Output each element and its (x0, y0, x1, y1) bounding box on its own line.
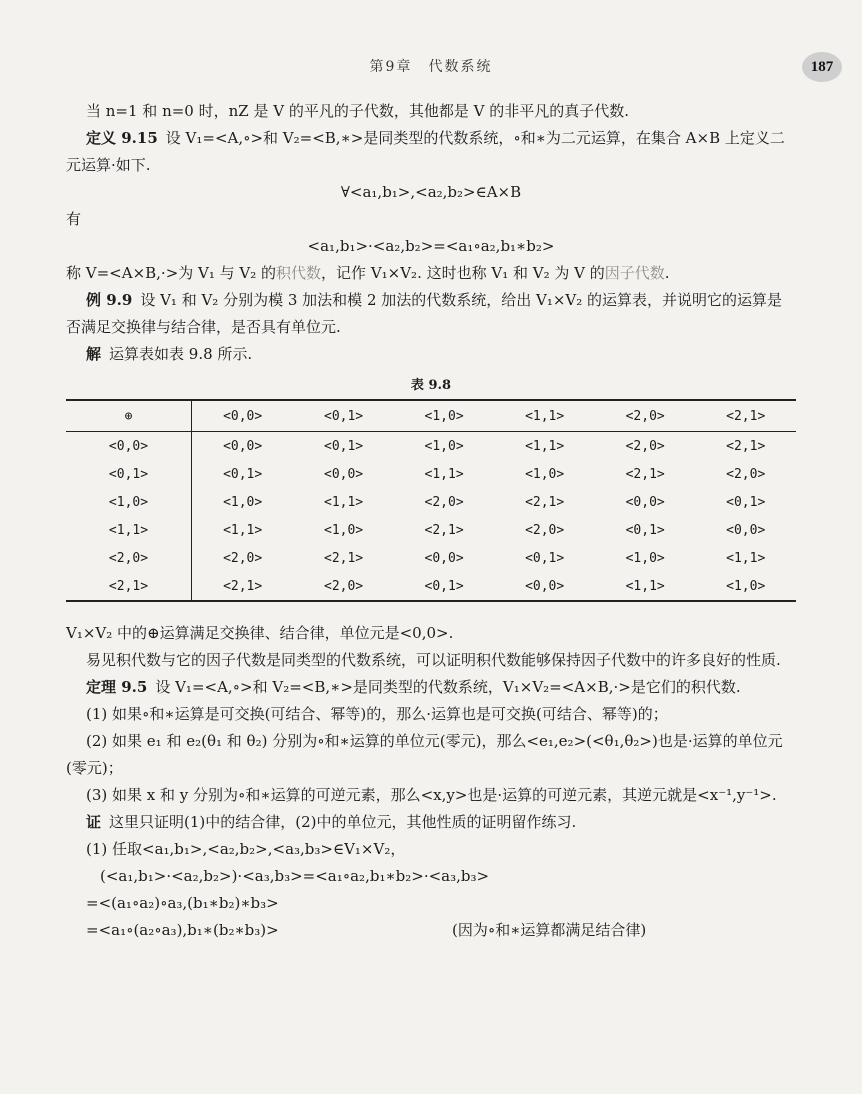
table-cell: <1,1> (726, 550, 766, 566)
table-row (66, 516, 796, 544)
definition-formula-2: <a₁,b₁>·<a₂,b₂>=<a₁∘a₂,b₁∗b₂> (307, 237, 555, 255)
example-label: 例 9.9 (86, 291, 133, 309)
table-cell: <2,1> (223, 578, 263, 594)
definition-have: 有 (66, 210, 82, 228)
page-body (66, 98, 796, 944)
table-cell: <2,0> (223, 550, 263, 566)
column-header: <0,1> (324, 408, 364, 424)
column-header: <1,1> (525, 408, 565, 424)
table-cell: <0,1> (223, 466, 263, 482)
table-cell: <0,1> (424, 578, 464, 594)
naming-part-2: ，记作 V₁×V₂. 这时也称 V₁ 和 V₂ 为 V 的 (321, 264, 605, 282)
theorem-item-2: (2) 如果 e₁ 和 e₂(θ₁ 和 θ₂) 分别为∘和∗运算的单位元(零元)，那么<e₁,e₂>(<θ₁,θ₂>)也是·运算的单位元(零元)； (66, 732, 783, 777)
proof-equation-1: (<a₁,b₁>·<a₂,b₂>)·<a₃,b₃>=<a₁∘a₂,b₁∗b₂>·<a₃,b₃> (100, 867, 490, 885)
naming-end: . (664, 264, 670, 282)
table-cell: <2,1> (525, 494, 565, 510)
row-header: <0,0> (66, 432, 192, 461)
table-cell: <1,1> (223, 522, 263, 538)
table-cell: <1,0> (625, 550, 665, 566)
intro-paragraph: 当 n=1 和 n=0 时，nZ 是 V 的平凡的子代数，其他都是 V 的非平凡的真子代数. (86, 102, 629, 120)
definition-label: 定义 9.15 (86, 129, 158, 147)
observation-paragraph: 易见积代数与它的因子代数是同类型的代数系统，可以证明积代数能够保持因子代数中的许多良好的性质. (86, 651, 781, 669)
solution-text: 运算表如表 9.8 所示. (109, 345, 253, 363)
theorem-item-1: (1) 如果∘和∗运算是可交换(可结合、幂等)的，那么·运算也是可交换(可结合、幂等)的； (86, 705, 668, 723)
table-caption: 表 9.8 (410, 378, 452, 393)
term-factor-algebra: 因子代数 (604, 264, 665, 282)
theorem-item-3: (3) 如果 x 和 y 分别为∘和∗运算的可逆元素，那么<x,y>也是·运算的可逆元素，其逆元就是<x⁻¹,y⁻¹>. (86, 786, 777, 804)
table-cell: <0,0> (525, 578, 565, 594)
row-header: <0,1> (66, 460, 192, 488)
table-cell: <1,0> (324, 522, 364, 538)
table-cell: <1,0> (726, 578, 766, 594)
column-header: <2,1> (726, 408, 766, 424)
example-paragraph (66, 287, 796, 341)
table-cell: <0,0> (424, 550, 464, 566)
row-header: <2,0> (66, 544, 192, 572)
table-body (66, 432, 796, 602)
proof-equation-3: =<a₁∘(a₂∘a₃),b₁∗(b₂∗b₃)> (86, 921, 279, 939)
table-cell: <0,1> (625, 522, 665, 538)
solution-label: 解 (86, 345, 102, 363)
table-cell: <1,1> (525, 438, 565, 454)
definition-naming (66, 260, 796, 287)
table-cell: <2,1> (625, 466, 665, 482)
definition-formula-1: ∀<a₁,b₁>,<a₂,b₂>∈A×B (340, 183, 522, 201)
table-row (66, 432, 796, 461)
row-header: <1,1> (66, 516, 192, 544)
table-cell: <1,1> (424, 466, 464, 482)
row-header: <2,1> (66, 572, 192, 601)
table-cell: <0,1> (525, 550, 565, 566)
proof-equation-2: =<(a₁∘a₂)∘a₃,(b₁∗b₂)∗b₃> (86, 894, 279, 912)
theorem-text: 设 V₁=<A,∘>和 V₂=<B,∗>是同类型的代数系统，V₁×V₂=<A×B,·>是它们的积代数. (155, 678, 741, 696)
table-cell: <1,0> (424, 438, 464, 454)
table-row (66, 572, 796, 601)
proof-note: (因为∘和∗运算都满足结合律) (452, 921, 647, 939)
table-cell: <1,0> (223, 494, 263, 510)
definition-paragraph (66, 125, 796, 179)
table-cell: <2,0> (424, 494, 464, 510)
table-cell: <1,1> (625, 578, 665, 594)
row-header: <1,0> (66, 488, 192, 516)
column-header: <1,0> (424, 408, 464, 424)
proof-text: 这里只证明(1)中的结合律，(2)中的单位元，其他性质的证明留作练习. (109, 813, 577, 831)
table-header-row (66, 400, 796, 432)
table-row (66, 544, 796, 572)
table-cell: <0,1> (726, 494, 766, 510)
proof-step-1: (1) 任取<a₁,b₁>,<a₂,b₂>,<a₃,b₃>∈V₁×V₂， (86, 840, 406, 858)
term-product-algebra: 积代数 (276, 264, 322, 282)
table-cell: <1,1> (324, 494, 364, 510)
table-cell: <0,0> (726, 522, 766, 538)
column-header: <0,0> (223, 408, 263, 424)
solution-paragraph (66, 341, 796, 368)
table-cell: <2,0> (525, 522, 565, 538)
proof-label: 证 (86, 813, 102, 831)
operation-table (66, 399, 796, 602)
definition-text: 设 V₁=<A,∘>和 V₂=<B,∗>是同类型的代数系统，∘和∗为二元运算，在集合 A×B 上定义二元运算·如下. (66, 129, 785, 174)
column-header: <2,0> (625, 408, 665, 424)
table-cell: <0,1> (324, 438, 364, 454)
example-text: 设 V₁ 和 V₂ 分别为模 3 加法和模 2 加法的代数系统，给出 V₁×V₂ 的运算表，并说明它的运算是否满足交换律与结合律，是否具有单位元. (66, 291, 783, 336)
theorem-label: 定理 9.5 (86, 678, 148, 696)
table-cell: <0,0> (223, 438, 263, 454)
running-header: 第9章 代数系统 (369, 59, 493, 75)
table-row (66, 488, 796, 516)
table-corner-oplus: ⊕ (66, 400, 192, 432)
table-cell: <2,0> (726, 466, 766, 482)
proof-paragraph (66, 809, 796, 836)
theorem-paragraph (66, 674, 796, 701)
table-row (66, 460, 796, 488)
conclusion-paragraph: V₁×V₂ 中的⊕运算满足交换律、结合律，单位元是<0,0>. (66, 624, 454, 642)
table-cell: <0,0> (625, 494, 665, 510)
table-cell: <2,1> (324, 550, 364, 566)
table-cell: <2,1> (424, 522, 464, 538)
table-cell: <2,1> (726, 438, 766, 454)
table-cell: <1,0> (525, 466, 565, 482)
table-cell: <2,0> (324, 578, 364, 594)
page-number-badge: 187 (802, 52, 842, 82)
naming-part-1: 称 V=<A×B,·>为 V₁ 与 V₂ 的 (66, 264, 277, 282)
proof-equation-3-row (66, 917, 796, 944)
table-cell: <0,0> (324, 466, 364, 482)
table-cell: <2,0> (625, 438, 665, 454)
